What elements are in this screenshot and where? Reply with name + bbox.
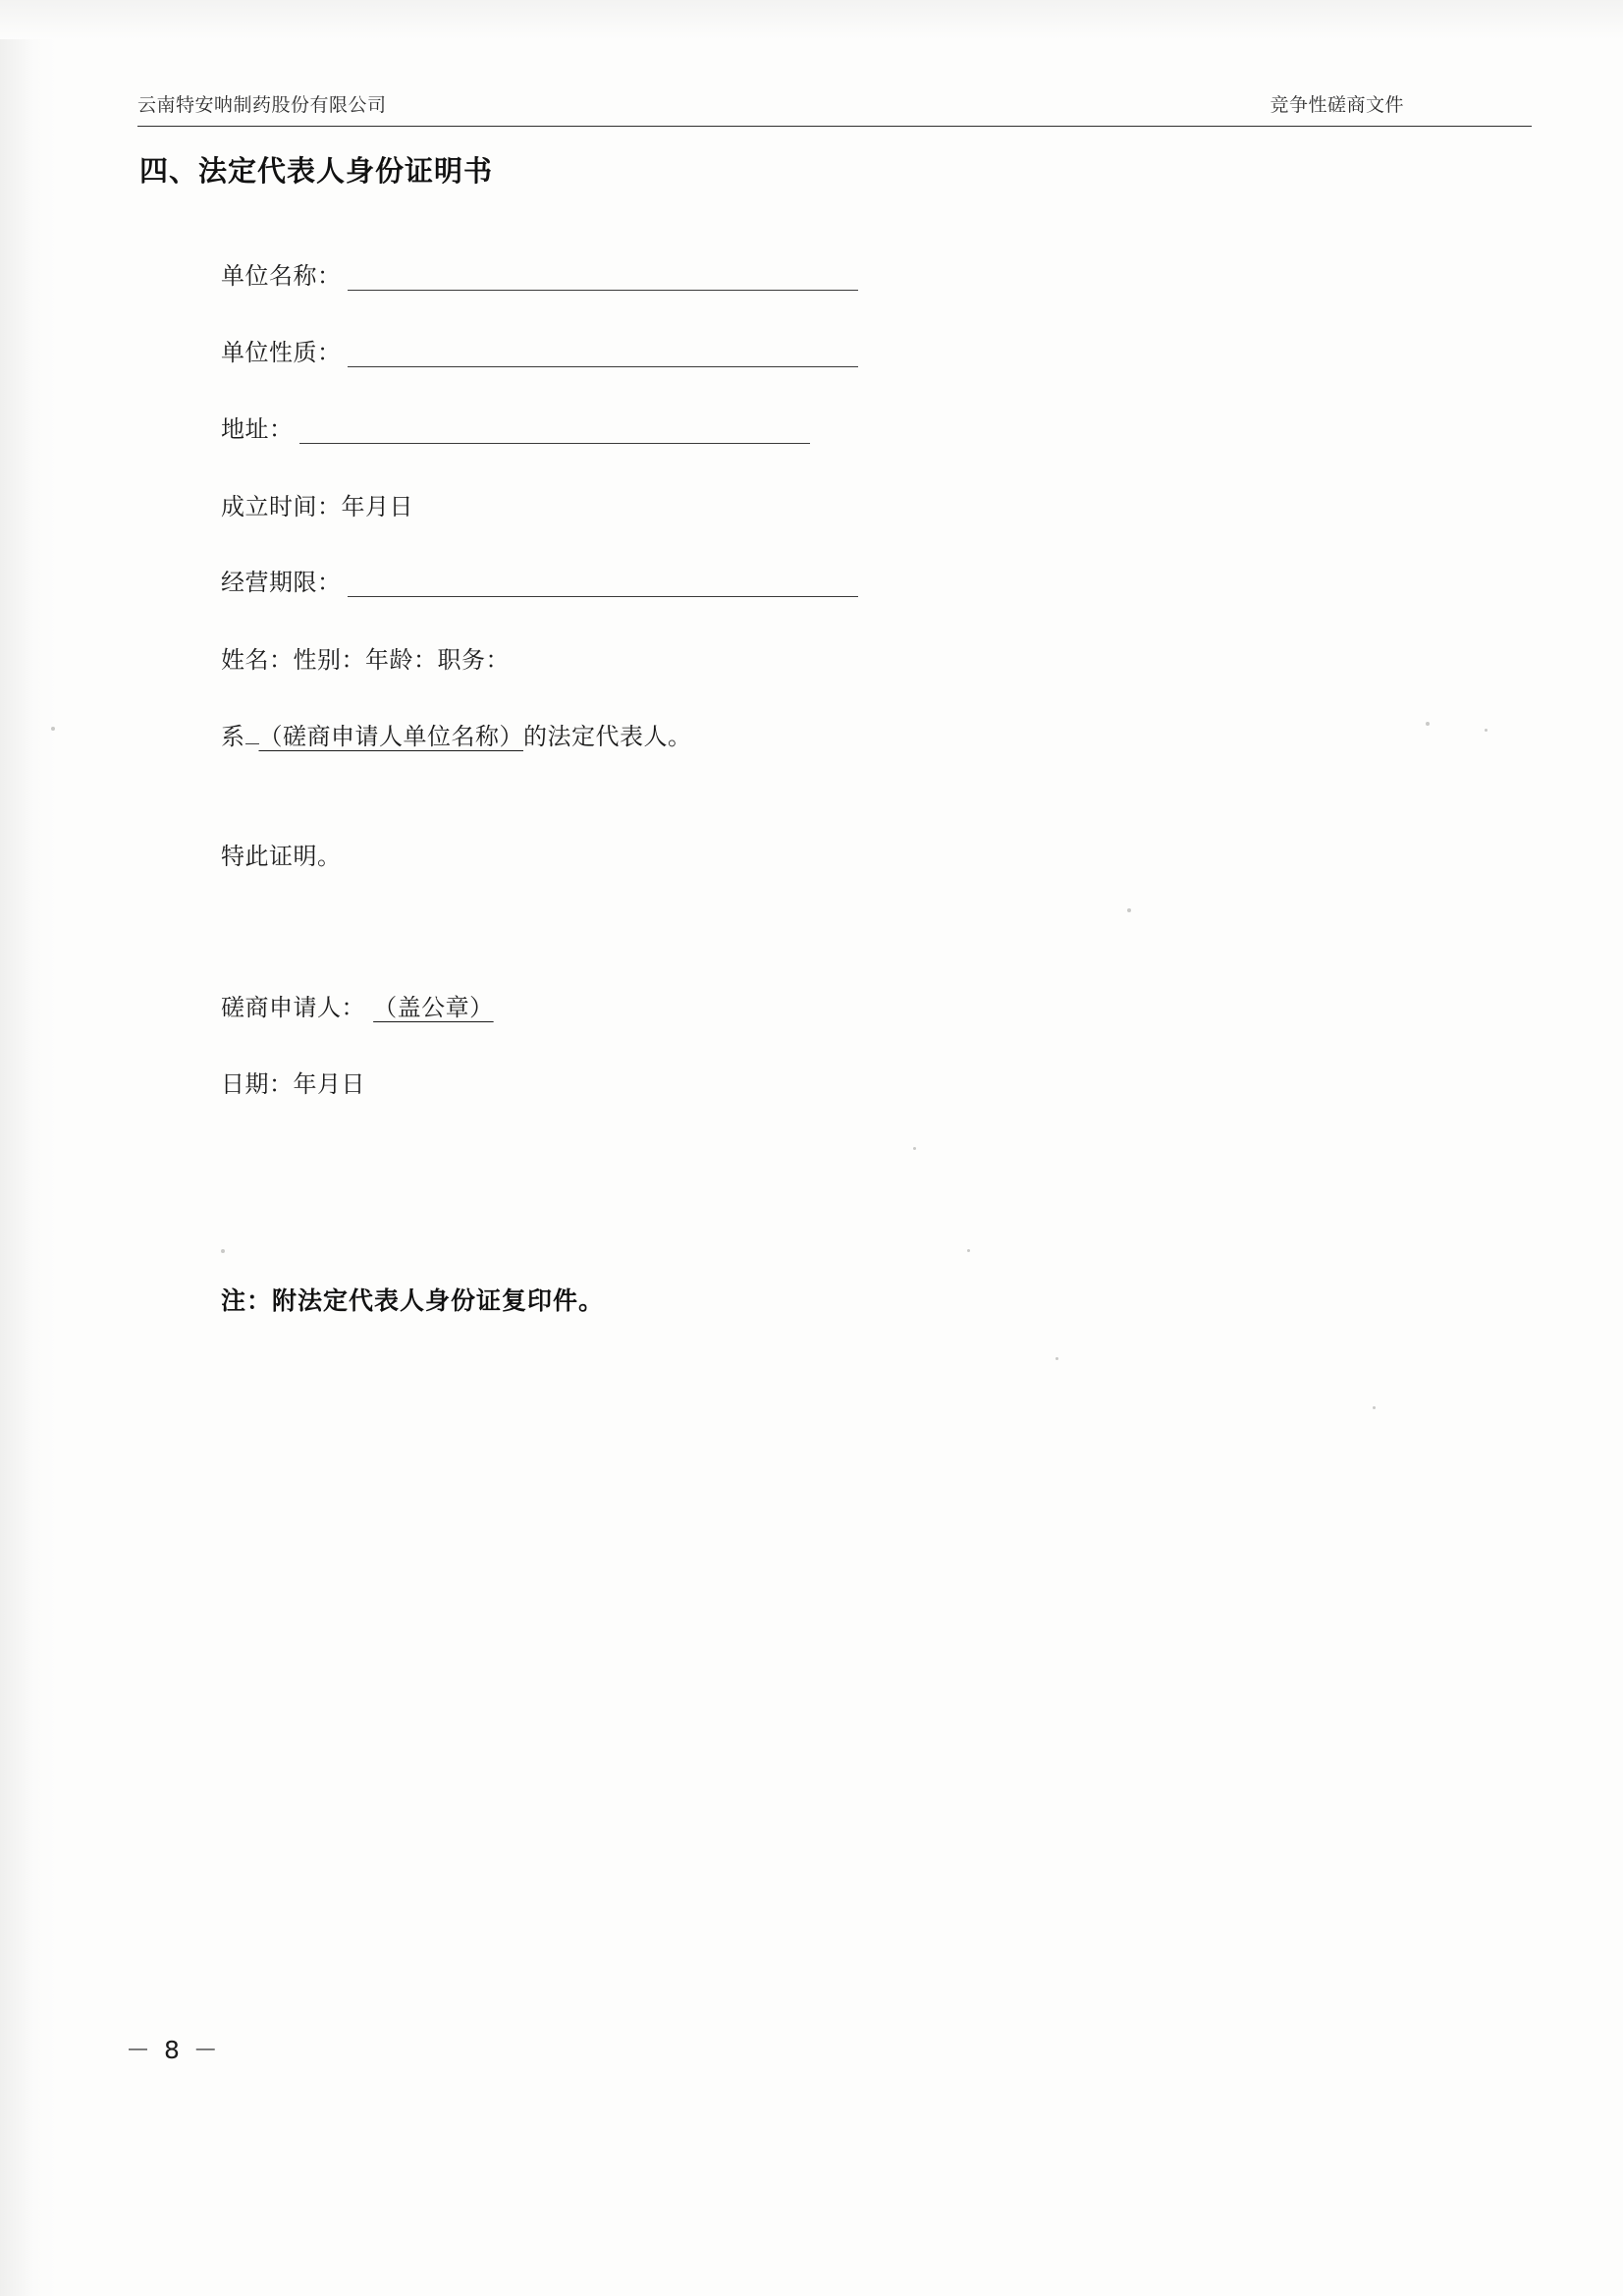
legal-rep-lead-underline — [245, 724, 259, 744]
field-operating-period — [221, 564, 1399, 597]
field-unit-nature-blank[interactable] — [348, 345, 858, 367]
attachment-note: 注：附法定代表人身份证复印件。 — [221, 1286, 605, 1315]
page-title: 四、法定代表人身份证明书 — [139, 154, 494, 188]
legal-rep-unit-name[interactable]: （磋商申请人单位名称） — [258, 723, 523, 750]
field-operating-period-blank[interactable] — [348, 574, 858, 597]
certify-statement: 特此证明。 — [221, 843, 342, 870]
header-company-name: 云南特安呐制药股份有限公司 — [137, 94, 387, 116]
field-address-label: 地址： — [221, 415, 294, 443]
field-date: 日期：年月日 — [221, 1070, 365, 1098]
page-header — [137, 90, 1532, 117]
field-unit-nature-label: 单位性质： — [221, 339, 342, 366]
field-unit-name — [221, 257, 1399, 291]
certificate-body — [221, 257, 1399, 1141]
header-document-type: 竞争性磋商文件 — [1270, 94, 1404, 116]
field-established-date: 成立时间：年月日 — [221, 493, 413, 520]
field-unit-name-blank[interactable] — [348, 268, 858, 291]
field-operating-period-label: 经营期限： — [221, 569, 342, 596]
field-unit-name-label: 单位名称： — [221, 262, 342, 290]
applicant-label: 磋商申请人： — [221, 994, 365, 1021]
field-person-info: 姓名：性别：年龄：职务： — [221, 646, 510, 674]
page-number: － 8 － — [126, 2036, 221, 2064]
applicant-seal-placeholder[interactable]: （盖公章） — [373, 994, 494, 1021]
field-applicant — [221, 988, 1399, 1021]
legal-rep-suffix: 的法定代表人。 — [523, 723, 692, 750]
header-divider — [137, 126, 1532, 127]
legal-rep-prefix: 系 — [221, 723, 245, 750]
field-address-blank[interactable] — [299, 421, 810, 444]
field-legal-representative — [221, 717, 1399, 750]
field-address — [221, 410, 1399, 444]
field-unit-nature — [221, 334, 1399, 367]
